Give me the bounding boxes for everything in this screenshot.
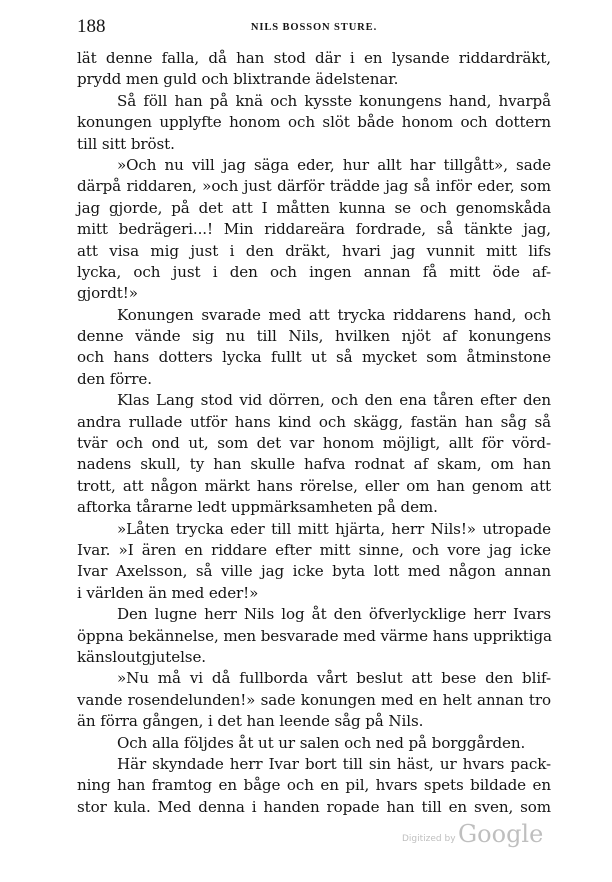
text-line: därpå riddaren, »och just därför trädde jag så inför eder, som [77, 177, 551, 196]
text-line: öppna bekännelse, men besvarade med värme hans uppriktiga [77, 626, 552, 645]
text-line: Den lugne herr Nils log åt den öfverlycklige herr Ivars [117, 605, 551, 624]
text-line: och hans dotters lycka fullt ut så mycket som åtminstone [77, 348, 551, 367]
text-line: i världen än med eder!» [77, 583, 259, 602]
text-line: stor kula. Med denna i handen ropade han till en sven, som [77, 797, 551, 816]
text-line: »Låten trycka eder till mitt hjärta, herr Nils!» utropade [117, 519, 551, 538]
text-line: gjordt!» [77, 284, 138, 303]
text-line: lycka, och just i den och ingen annan få mitt öde af- [77, 262, 551, 281]
text-line: Konungen svarade med att trycka riddarens hand, och [117, 305, 551, 324]
text-line: konungen upplyfte honom och slöt både honom och dottern [77, 113, 551, 132]
text-line: ning han framtog en båge och en pil, hvars spets bildade en [77, 776, 551, 795]
text-line: prydd men guld och blixtrande ädelstenar. [77, 70, 399, 89]
text-line: mitt bedrägeri...! Min riddareära fordrade, så tänkte jag, [77, 220, 551, 239]
text-line: Klas Lang stod vid dörren, och den ena tåren efter den [117, 391, 551, 410]
text-line: Här skyndade herr Ivar bort till sin häst, ur hvars pack- [117, 754, 551, 773]
body-text [77, 48, 551, 818]
text-line: andra rullade utför hans kind och skägg, fastän han såg så [77, 412, 551, 431]
text-line: trott, att någon märkt hans rörelse, eller om han genom att [77, 476, 551, 495]
text-line: känsloutgjutelse. [77, 647, 206, 666]
text-line: lät denne falla, då han stod där i en lysande riddardräkt, [77, 49, 551, 67]
text-line: vande rosendelunden!» sade konungen med en helt annan tro [77, 690, 551, 709]
page-number: 188 [77, 16, 106, 37]
text-line: denne vände sig nu till Nils, hvilken njöt af konungens [77, 327, 551, 346]
text-line: att visa mig just i den dräkt, hvari jag vunnit mitt lifs [77, 241, 551, 260]
text-line: Och alla följdes åt ut ur salen och ned på borggården. [117, 733, 526, 752]
watermark-prefix: Digitized by [402, 834, 456, 844]
text-line: tvär och ond ut, som det var honom möjligt, allt för vörd- [77, 434, 551, 453]
text-line: »Nu må vi då fullborda vårt beslut att bese den blif- [117, 669, 551, 688]
text-line: den förre. [77, 369, 152, 388]
text-line: Ivar. »I ären en riddare efter mitt sinne, och vore jag icke [77, 540, 551, 559]
text-line: till sitt bröst. [77, 134, 175, 153]
text-line: jag gjorde, på det att I måtten kunna se och genomskåda [77, 198, 551, 217]
text-line: »Och nu vill jag säga eder, hur allt har tillgått», sade [117, 155, 551, 174]
page-header [77, 14, 551, 40]
watermark-brand: Google [458, 820, 544, 848]
text-line: Ivar Axelsson, så ville jag icke byta lott med någon annan [77, 562, 551, 581]
running-head: NILS BOSSON STURE. [250, 22, 378, 33]
digitization-watermark [402, 818, 542, 858]
text-line: Så föll han på knä och kysste konungens hand, hvarpå [117, 91, 551, 110]
text-line: än förra gången, i det han leende såg på Nils. [77, 712, 424, 731]
text-line: aftorka tårarne ledt uppmärksamheten på dem. [77, 498, 438, 517]
text-line: nadens skull, ty han skulle hafva rodnat af skam, om han [77, 455, 551, 474]
